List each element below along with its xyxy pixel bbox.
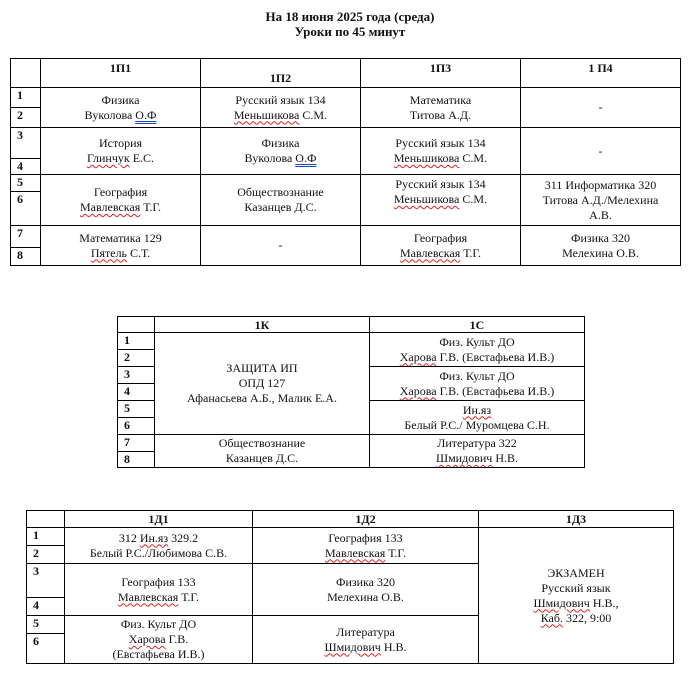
lesson-cell: -	[201, 226, 361, 266]
group-header-1D2: 1Д2	[253, 511, 479, 528]
lesson-number: 8	[11, 248, 41, 266]
lesson-number: 4	[11, 159, 41, 175]
lesson-number: 3	[27, 564, 65, 598]
lesson-number: 5	[27, 616, 65, 634]
lesson-cell: Физика 320 Мелехина О.В.	[521, 226, 681, 266]
lesson-cell: География Мавлевская Т.Г.	[361, 226, 521, 266]
lesson-cell: Обществознание Казанцев Д.С.	[201, 175, 361, 226]
lesson-number: 3	[118, 367, 155, 384]
lesson-cell: 311 Информатика 320 Титова А.Д./Мелехина А.В.	[521, 175, 681, 226]
lesson-number: 6	[11, 192, 41, 226]
lesson-cell: Обществознание Казанцев Д.С.	[155, 435, 370, 468]
exam-cell: ЭКЗАМЕН Русский язык Шмидович Н.В., Каб. 322, 9:00	[479, 528, 674, 664]
lesson-cell: Физ. Культ ДО Харова Г.В. (Евстафьева И.В.)	[65, 616, 253, 664]
lesson-cell: Русский язык 134 Меньшикова С.М.	[201, 88, 361, 128]
lesson-number: 7	[11, 226, 41, 248]
corner-cell	[118, 317, 155, 333]
lesson-number: 5	[11, 175, 41, 192]
lesson-cell: Математика Титова А.Д.	[361, 88, 521, 128]
lesson-cell: Физ. Культ ДО Харова Г.В. (Евстафьева И.В.)	[370, 333, 585, 367]
lesson-number: 4	[27, 598, 65, 616]
lesson-number: 2	[118, 350, 155, 367]
group-header-1P1: 1П1	[41, 59, 201, 88]
corner-cell	[27, 511, 65, 528]
lesson-cell: История Глинчук Е.С.	[41, 128, 201, 175]
group-header-1P3: 1П3	[361, 59, 521, 88]
group-header-1P2: 1П2	[201, 59, 361, 88]
lesson-number: 8	[118, 452, 155, 468]
lesson-cell: Литература 322 Шмидович Н.В.	[370, 435, 585, 468]
corner-cell	[11, 59, 41, 88]
lesson-cell: -	[521, 88, 681, 128]
group-header-1D3: 1Д3	[479, 511, 674, 528]
schedule-date: На 18 июня 2025 года (среда)	[265, 9, 435, 24]
group-header-1S: 1С	[370, 317, 585, 333]
lesson-number: 5	[118, 401, 155, 418]
lesson-cell: -	[521, 128, 681, 175]
lesson-number: 6	[27, 634, 65, 664]
lesson-number: 4	[118, 384, 155, 401]
schedule-table-1P	[10, 58, 681, 266]
lesson-cell: Физика Вуколова О.Ф	[201, 128, 361, 175]
lesson-cell: Физ. Культ ДО Харова Г.В. (Евстафьева И.В.)	[370, 367, 585, 401]
lesson-cell: Русский язык 134 Меньшикова С.М.	[361, 175, 521, 226]
lessons-duration: Уроки по 45 минут	[294, 24, 406, 39]
lesson-cell: 312 Ин.яз 329.2 Белый Р.С./Любимова С.В.	[65, 528, 253, 564]
schedule-table-D	[26, 510, 674, 664]
lesson-cell: Литература Шмидович Н.В.	[253, 616, 479, 664]
lesson-cell: Ин.яз Белый Р.С./ Муромцева С.Н.	[370, 401, 585, 435]
lesson-number: 6	[118, 418, 155, 435]
lesson-number: 3	[11, 128, 41, 159]
lesson-cell: ЗАЩИТА ИП ОПД 127 Афанасьева А.Б., Малик Е.А.	[155, 333, 370, 435]
lesson-number: 2	[27, 546, 65, 564]
lesson-number: 1	[118, 333, 155, 350]
lesson-number: 2	[11, 108, 41, 128]
lesson-number: 1	[11, 88, 41, 108]
group-header-1D1: 1Д1	[65, 511, 253, 528]
schedule-table-K-S	[117, 316, 585, 468]
lesson-number: 1	[27, 528, 65, 546]
lesson-cell: География 133 Мавлевская Т.Г.	[253, 528, 479, 564]
lesson-cell: Русский язык 134 Меньшикова С.М.	[361, 128, 521, 175]
lesson-cell: География Мавлевская Т.Г.	[41, 175, 201, 226]
group-header-1K: 1К	[155, 317, 370, 333]
lesson-cell: География 133 Мавлевская Т.Г.	[65, 564, 253, 616]
lesson-cell: Физика Вуколова О.Ф	[41, 88, 201, 128]
group-header-1P4: 1 П4	[521, 59, 681, 88]
lesson-cell: Физика 320 Мелехина О.В.	[253, 564, 479, 616]
lesson-number: 7	[118, 435, 155, 452]
lesson-cell: Математика 129 Пятель С.Т.	[41, 226, 201, 266]
